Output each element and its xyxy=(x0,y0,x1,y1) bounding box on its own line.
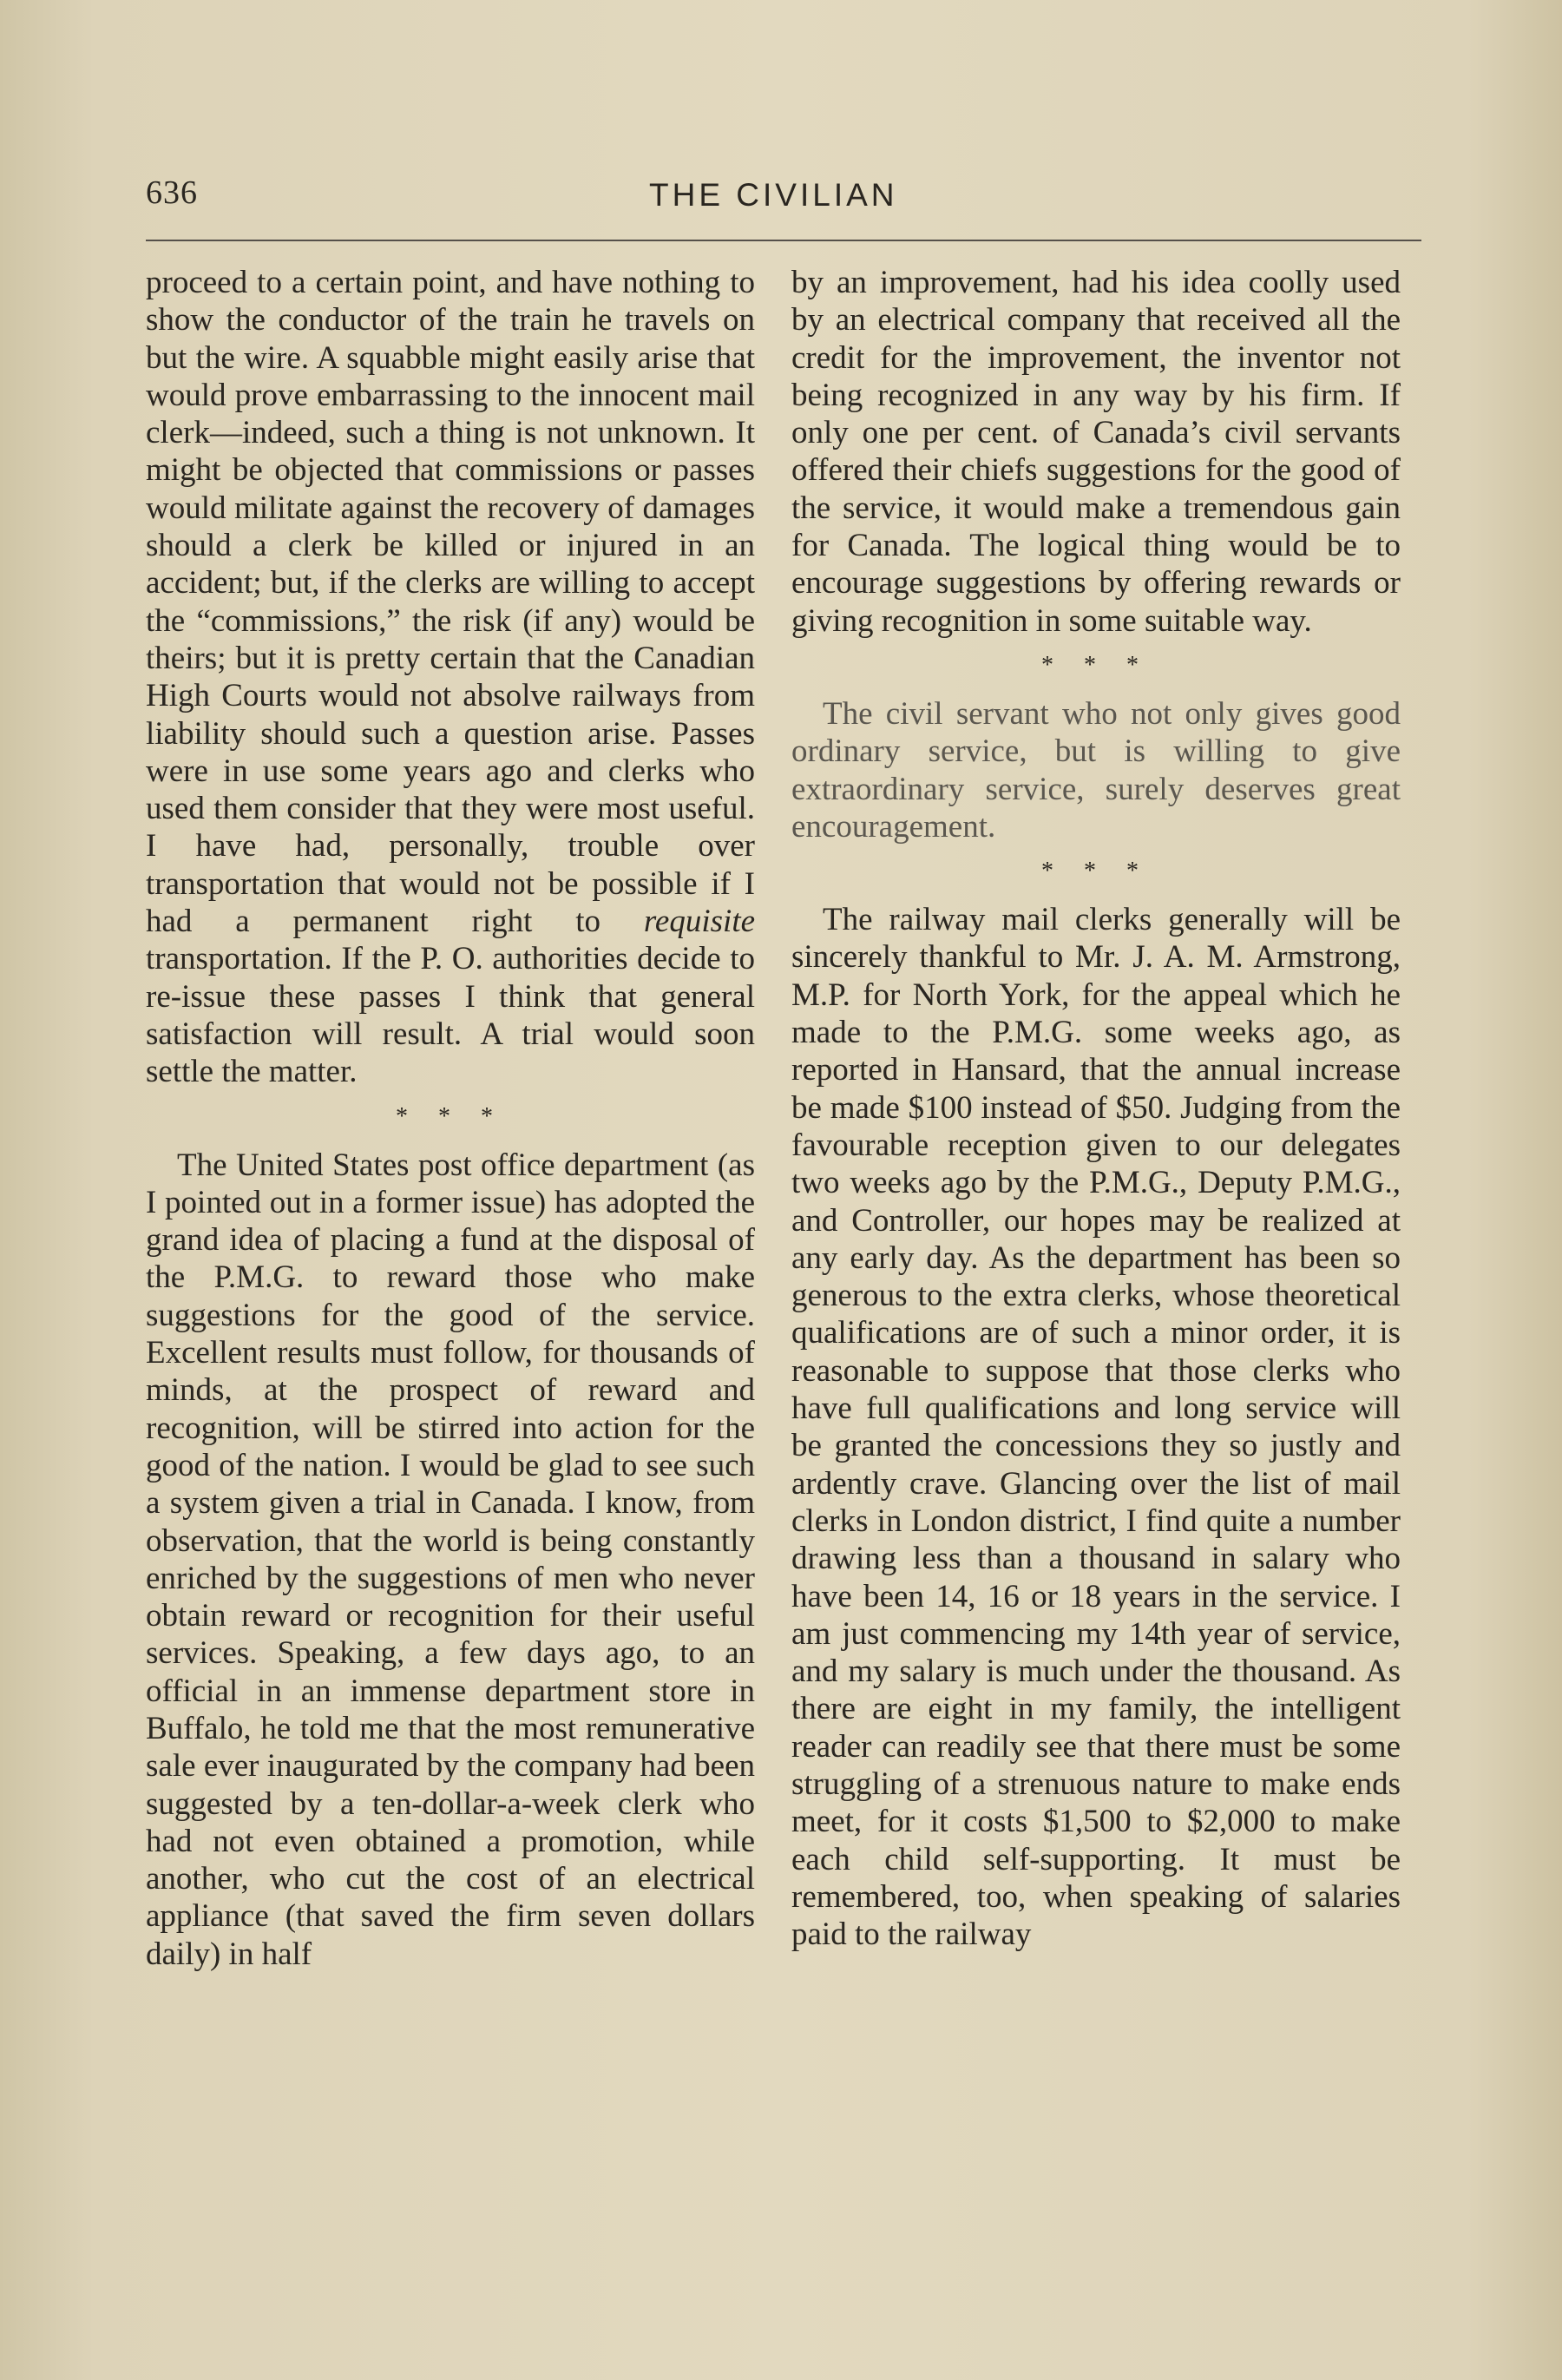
left-column xyxy=(146,264,755,1973)
right-paragraph-2: The civil servant who not only gives good ordinary service, but is willing to give extraordinary service, surely deserves great encouragement. xyxy=(791,695,1401,845)
page-number: 636 xyxy=(146,174,198,211)
journal-title: THE CIVILIAN xyxy=(649,177,898,213)
section-separator: * * * xyxy=(396,1102,505,1130)
right-paragraph-3: The railway mail clerks generally will be sincerely thankful to Mr. J. A. M. Armstrong, M.P. for North York, for the appeal which he made to the P.M.G. some weeks ago, as reported in Hansard, that the annual increase be made $100 instead of $50. Judging from the favourable reception given to our delegates two weeks ago by the P.M.G., Deputy P.M.G., and Controller, our hopes may be realized at any early day. As the department has been so generous to the extra clerks, whose theoretical qualifications are of such a minor order, it is reasonable to suppose that those clerks who have full qualifications and long service will be granted the concessions they so justly and ardently crave. Glancing over the list of mail clerks in London district, I find quite a number drawing less than a thousand in salary who have been 14, 16 or 18 years in the service. I am just commencing my 14th year of service, and my salary is much under the thousand. As there are eight in my family, the intelligent reader can readily see that there must be some struggling of a strenuous nature to make ends meet, for it costs $1,500 to $2,000 to make each child self-supporting. It must be remembered, too, when speaking of salaries paid to the railway xyxy=(791,902,1401,1953)
left-paragraph-1 xyxy=(146,264,755,1091)
right-column xyxy=(791,264,1401,1953)
left-paragraph-2: The United States post office department (as I pointed out in a former issue) has adopted the grand idea of placing a fund at the disposal of the P.M.G. to reward those who make suggestions for the good of the service. Excellent results must follow, for thousands of minds, at the prospect of reward and recognition, will be stirred into action for the good of the nation. I would be glad to see such a system given a trial in Canada. I know, from observation, that the world is being constantly enriched by the suggestions of men who never obtain reward or recognition for their useful services. Speaking, a few days ago, to an official in an immense department store in Buffalo, he told me that the most remunerative sale ever inaugurated by the company had been suggested by a ten-dollar-a-week clerk who had not even obtained a promotion, while another, who cut the cost of an electrical appliance (that saved the firm seven dollars daily) in half xyxy=(146,1147,755,1972)
header-rule xyxy=(146,240,1421,241)
left-paragraph-1-end: transportation. If the P. O. authorities decide to re-issue these passes I think that general satisfaction will result. A trial would soon settle the matter. xyxy=(146,941,755,1090)
left-paragraph-1-text: proceed to a certain point, and have nothing to show the conductor of the train he travels on but the wire. A squabble might easily arise that would prove embarrassing to the innocent mail clerk—indeed, such a thing is not unknown. It might be objected that commissions or passes would militate against the recovery of damages should a clerk be killed or injured in an accident; but, if the clerks are willing to accept the “commissions,” the risk (if any) would be theirs; but it is pretty certain that the Canadian High Courts would not absolve railways from liability should such a question arise. Passes were in use some years ago and clerks who used them consider that they were most useful. I have had, personally, trouble over transportation that would not be possible if I had a permanent right to xyxy=(146,265,755,940)
page-header xyxy=(146,174,1413,226)
section-separator: * * * xyxy=(1041,858,1151,885)
right-paragraph-1: by an improvement, had his idea coolly used by an electrical company that received all the credit for the improvement, the inventor not being recognized in any way by his firm. If only one per cent. of Canada’s civil servants offered their chiefs suggestions for the good of the service, it would make a tremendous gain for Canada. The logical thing would be to encourage suggestions by offering rewards or giving recognition in some suitable way. xyxy=(791,265,1401,639)
left-paragraph-1-emphasis: requisite xyxy=(643,904,756,940)
section-separator: * * * xyxy=(1041,651,1151,679)
